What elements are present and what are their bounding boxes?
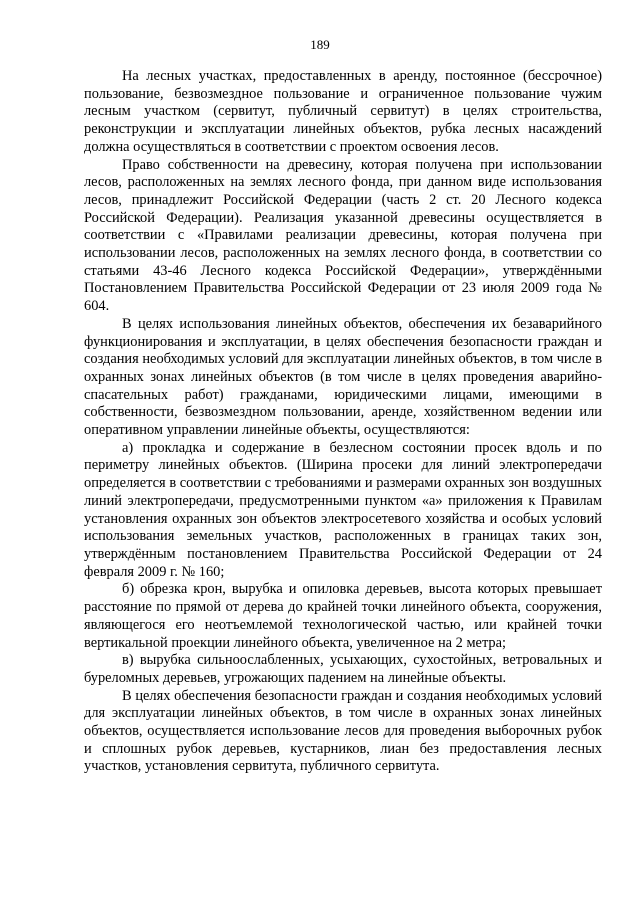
page-number: 189 <box>310 37 330 52</box>
paragraph-forest-plots-lease: На лесных участках, предоставленных в аренду, постоянное (бессрочное) пользование, безвозмездное пользование и ограниченное пользование чужим лесным участком (сервитут, публичный сервитут) в целях строительства, реконструкции и эксплуатации линейных объектов, рубка лесных насаждений должна осуществляться в соответствии с проектом освоения лесов. <box>84 68 602 155</box>
paragraph-linear-objects-purposes: В целях использования линейных объектов, обеспечения их безаварийного функционирования и эксплуатации, в целях обеспечения безопасности граждан и создания необходимых условий для эксплуатации линейных объектов, в том числе в охранных зонах линейных объектов (в том числе в целях проведения аварийно-спасательных работ) гражданами, юридическими лицами, имеющими в собственности, безвозмездном пользовании, аренде, хозяйственном ведении или оперативном управлении линейные объекты, осуществляются: <box>84 315 602 439</box>
list-item-b-crown-trimming: б) обрезка крон, вырубка и опиловка деревьев, высота которых превышает расстояние по прямой от дерева до крайней точки линейного объекта, сооружения, являющегося его неотъемлемой технологической частью, или крайней точки вертикальной проекции линейного объекта, увеличенное на 2 метра; <box>84 581 602 651</box>
paragraph-timber-ownership: Право собственности на древесину, которая получена при использовании лесов, расположенных на землях лесного фонда, при данном виде использования лесов, принадлежит Российской Федерации (часть 2 ст. 20 Лесного кодекса Российской Федерации). Реализация указанной древесины осуществляется в соответствии с «Правилами реализации древесины, которая получена при использовании лесов, расположенных на землях лесного фонда, в соответствии со статьями 43-46 Лесного кодекса Российской Федерации», утверждёнными Постановлением Правительства Российской Федерации от 23 июля 2009 года № 604. <box>84 156 602 315</box>
list-item-c-hazard-trees: в) вырубка сильноослабленных, усыхающих, сухостойных, ветровальных и буреломных деревьев, угрожающих падением на линейные объекты. <box>84 652 602 686</box>
list-item-a-clearings: а) прокладка и содержание в безлесном состоянии просек вдоль и по периметру линейных объектов. (Ширина просеки для линий электропередачи определяется в соответствии с требованиями и размерами охранных зон воздушных линий электропередачи, предусмотренными пунктом «а» приложения к Правилам установления охранных зон объектов электросетевого хозяйства и особых условий использования земельных участков, расположенных в границах таких зон, утверждённым постановлением Правительства Российской Федерации от 24 февраля 2009 г. № 160; <box>84 439 602 580</box>
body-text <box>84 68 602 776</box>
paragraph-selective-clear-cutting: В целях обеспечения безопасности граждан и создания необходимых условий для эксплуатации линейных объектов, в том числе в охранных зонах линейных объектов, осуществляется использование лесов для проведения выборочных рубок и сплошных рубок деревьев, кустарников, лиан без предоставления лесных участков, установления сервитута, публичного сервитута. <box>84 687 602 775</box>
